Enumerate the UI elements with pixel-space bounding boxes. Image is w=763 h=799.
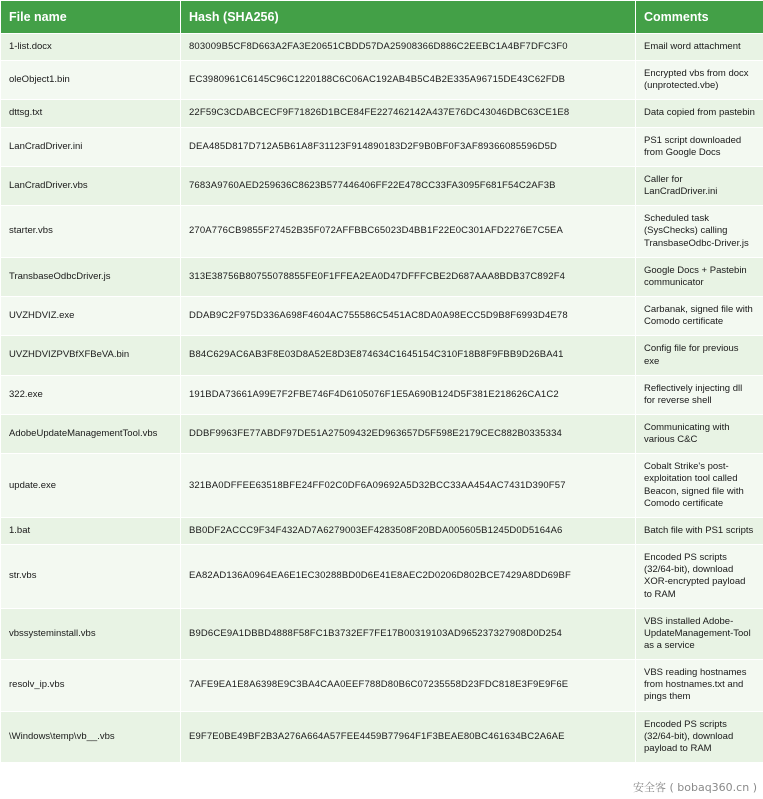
table-row: [1, 297, 763, 336]
cell-hash: 7683A9760AED259636C8623B577446406FF22E478CC33FA3095F681F54C2AF3B: [181, 166, 636, 205]
table-row: [1, 414, 763, 453]
cell-hash: DDAB9C2F975D336A698F4604AC755586C5451AC8DA0A98ECC5D9B8F6993D4E78: [181, 297, 636, 336]
cell-file-name: UVZHDVIZPVBfXFBeVA.bin: [1, 336, 181, 375]
cell-file-name: str.vbs: [1, 545, 181, 609]
cell-comments: Batch file with PS1 scripts: [636, 517, 763, 544]
column-header-comments: Comments: [636, 1, 763, 34]
table-body: [1, 34, 763, 763]
table-header-row: [1, 1, 763, 34]
cell-file-name: update.exe: [1, 454, 181, 518]
cell-file-name: oleObject1.bin: [1, 61, 181, 100]
cell-hash: 321BA0DFFEE63518BFE24FF02C0DF6A09692A5D32BCC33AA454AC7431D390F57: [181, 454, 636, 518]
cell-comments: Communicating with various C&C: [636, 414, 763, 453]
table-row: [1, 545, 763, 609]
cell-comments: Data copied from pastebin: [636, 100, 763, 127]
cell-comments: PS1 script downloaded from Google Docs: [636, 127, 763, 166]
cell-file-name: LanCradDriver.vbs: [1, 166, 181, 205]
watermark: 安全客 ( bobaq360.cn ): [632, 781, 757, 794]
cell-comments: Encoded PS scripts (32/64-bit), download XOR-encrypted payload to RAM: [636, 545, 763, 609]
cell-file-name: \Windows\temp\vb__.vbs: [1, 711, 181, 762]
cell-hash: DDBF9963FE77ABDF97DE51A27509432ED963657D5F598E2179CEC882B0335334: [181, 414, 636, 453]
table-row: [1, 127, 763, 166]
table-row: [1, 61, 763, 100]
table-row: [1, 454, 763, 518]
table-row: [1, 34, 763, 61]
cell-file-name: dttsg.txt: [1, 100, 181, 127]
table-row: [1, 166, 763, 205]
cell-hash: B84C629AC6AB3F8E03D8A52E8D3E874634C1645154C310F18B8F9FBB9D26BA41: [181, 336, 636, 375]
cell-hash: 313E38756B80755078855FE0F1FFEA2EA0D47DFFFCBE2D687AAA8BDB37C892F4: [181, 257, 636, 296]
table-row: [1, 517, 763, 544]
table-row: [1, 608, 763, 659]
cell-file-name: resolv_ip.vbs: [1, 660, 181, 711]
table-row: [1, 660, 763, 711]
cell-file-name: LanCradDriver.ini: [1, 127, 181, 166]
cell-comments: Google Docs + Pastebin communicator: [636, 257, 763, 296]
table-row: [1, 206, 763, 257]
cell-comments: Config file for previous exe: [636, 336, 763, 375]
cell-hash: DEA485D817D712A5B61A8F31123F914890183D2F9B0BF0F3AF89366085596D5D: [181, 127, 636, 166]
cell-file-name: 322.exe: [1, 375, 181, 414]
cell-file-name: TransbaseOdbcDriver.js: [1, 257, 181, 296]
cell-comments: VBS reading hostnames from hostnames.txt and pings them: [636, 660, 763, 711]
cell-comments: Encoded PS scripts (32/64-bit), download payload to RAM: [636, 711, 763, 762]
table-row: [1, 336, 763, 375]
cell-comments: Caller for LanCradDriver.ini: [636, 166, 763, 205]
table-row: [1, 711, 763, 762]
cell-comments: Email word attachment: [636, 34, 763, 61]
table-header: [1, 1, 763, 34]
cell-file-name: vbssysteminstall.vbs: [1, 608, 181, 659]
cell-comments: Scheduled task (SysChecks) calling TransbaseOdbc-Driver.js: [636, 206, 763, 257]
cell-comments: Cobalt Strike's post-exploitation tool called Beacon, signed file with Comodo certificate: [636, 454, 763, 518]
cell-hash: B9D6CE9A1DBBD4888F58FC1B3732EF7FE17B00319103AD965237327908D0D254: [181, 608, 636, 659]
cell-hash: 270A776CB9855F27452B35F072AFFBBC65023D4BB1F22E0C301AFD2276E7C5EA: [181, 206, 636, 257]
column-header-hash: Hash (SHA256): [181, 1, 636, 34]
cell-hash: EC3980961C6145C96C1220188C6C06AC192AB4B5C4B2E335A96715DE43C62FDB: [181, 61, 636, 100]
cell-comments: VBS installed Adobe-UpdateManagement-Tool as a service: [636, 608, 763, 659]
cell-hash: EA82AD136A0964EA6E1EC30288BD0D6E41E8AEC2D0206D802BCE7429A8DD69BF: [181, 545, 636, 609]
column-header-file-name: File name: [1, 1, 181, 34]
cell-hash: E9F7E0BE49BF2B3A276A664A57FEE4459B77964F1F3BEAE80BC461634BC2A6AE: [181, 711, 636, 762]
table-row: [1, 100, 763, 127]
cell-file-name: AdobeUpdateManagementTool.vbs: [1, 414, 181, 453]
cell-comments: Encrypted vbs from docx (unprotected.vbe): [636, 61, 763, 100]
cell-file-name: 1.bat: [1, 517, 181, 544]
cell-comments: Carbanak, signed file with Comodo certificate: [636, 297, 763, 336]
table-row: [1, 375, 763, 414]
cell-comments: Reflectively injecting dll for reverse shell: [636, 375, 763, 414]
cell-file-name: 1-list.docx: [1, 34, 181, 61]
cell-file-name: starter.vbs: [1, 206, 181, 257]
cell-hash: 191BDA73661A99E7F2FBE746F4D6105076F1E5A690B124D5F381E218626CA1C2: [181, 375, 636, 414]
cell-hash: 22F59C3CDABCECF9F71826D1BCE84FE227462142A437E76DC43046DBC63CE1E8: [181, 100, 636, 127]
cell-file-name: UVZHDVIZ.exe: [1, 297, 181, 336]
table-row: [1, 257, 763, 296]
cell-hash: BB0DF2ACCC9F34F432AD7A6279003EF4283508F20BDA005605B1245D0D5164A6: [181, 517, 636, 544]
cell-hash: 7AFE9EA1E8A6398E9C3BA4CAA0EEF788D80B6C07235558D23FDC818E3F9E9F6E: [181, 660, 636, 711]
cell-hash: 803009B5CF8D663A2FA3E20651CBDD57DA25908366D886C2EEBC1A4BF7DFC3F0: [181, 34, 636, 61]
